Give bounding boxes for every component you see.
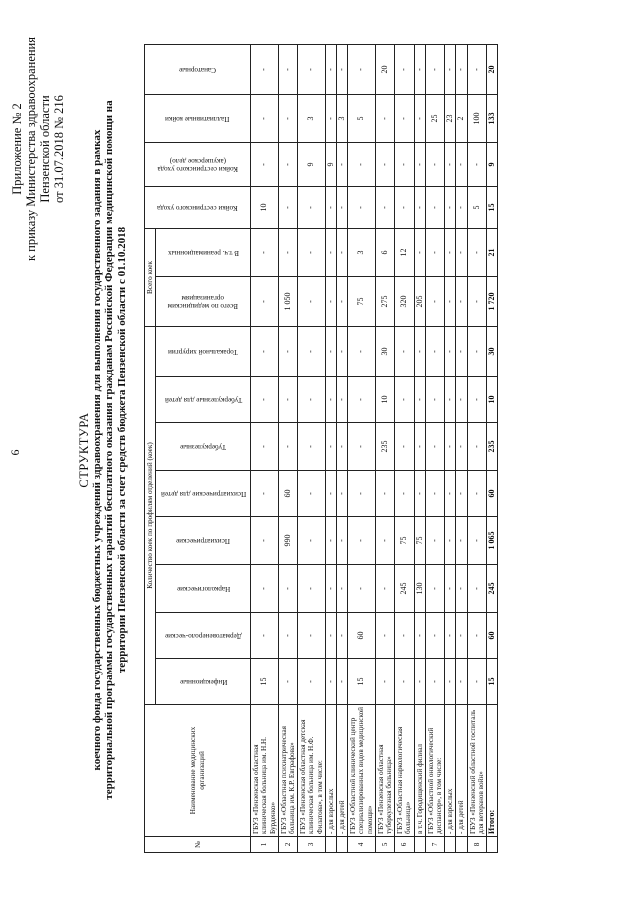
bed-count-cell: - [456, 659, 467, 705]
bed-count-cell: 5 [467, 186, 486, 228]
bed-count-cell: - [414, 228, 425, 276]
bed-count-cell: 2 [456, 94, 467, 142]
bed-count-cell: - [251, 565, 279, 613]
bed-count-cell: - [425, 228, 444, 276]
organization-name: ГБУЗ «Пензенская областная клиническая больница им. Н.Н. Бурденко» [251, 705, 279, 837]
bed-count-cell: - [337, 142, 348, 186]
bed-count-cell: - [298, 277, 326, 327]
organization-name: ГБУЗ «Областной клинический центр специализированных видов медицинской помощи» [348, 705, 376, 837]
bed-count-cell: 23 [445, 94, 456, 142]
bed-count-cell: - [348, 377, 376, 423]
table-row [375, 44, 394, 852]
header-col-9: Всего по медицинским организациям [156, 277, 251, 327]
bed-count-cell: - [414, 613, 425, 659]
bed-count-cell: - [251, 377, 279, 423]
title-main: СТРУКТУРА [77, 412, 91, 488]
row-number [414, 837, 425, 853]
bed-count-cell: - [337, 659, 348, 705]
bed-count-cell: - [445, 471, 456, 517]
bed-count-cell: 275 [375, 277, 394, 327]
bed-count-cell: - [348, 186, 376, 228]
bed-count-cell: 6 [375, 228, 394, 276]
bed-count-cell: - [456, 517, 467, 565]
bed-count-cell: - [298, 228, 326, 276]
organization-name: - для детей [456, 705, 467, 837]
bed-count-cell: - [375, 517, 394, 565]
bed-count-cell: - [395, 471, 414, 517]
appendix-line-1: Приложение № 2 [10, 103, 24, 195]
total-cell: 1 720 [487, 277, 498, 327]
bed-count-cell: - [425, 142, 444, 186]
bed-count-cell: 60 [348, 613, 376, 659]
total-row-number [487, 837, 498, 853]
header-group: Количество коек по профилям отделений (коек) [145, 327, 156, 705]
total-cell: 30 [487, 327, 498, 377]
appendix-line-4: от 31.07.2018 № 216 [52, 95, 66, 203]
bed-count-cell: - [298, 186, 326, 228]
bed-count-cell: 130 [414, 565, 425, 613]
bed-count-cell: - [425, 44, 444, 94]
bed-count-cell: - [337, 327, 348, 377]
organization-name: ГБУЗ «Областной онкологический диспансер», в том числе: [425, 705, 444, 837]
bed-count-cell: - [467, 327, 486, 377]
bed-count-cell: - [348, 44, 376, 94]
document-title [78, 55, 128, 845]
organization-name: ГБУЗ «Пензенская областная детская клиническая больница им. Н.Ф. Филатова», в том числе: [298, 705, 326, 837]
bed-count-cell: - [348, 423, 376, 471]
bed-count-cell: - [414, 659, 425, 705]
bed-count-cell: - [251, 327, 279, 377]
total-cell: 10 [487, 377, 498, 423]
bed-count-cell: 20 [375, 44, 394, 94]
bed-count-cell: - [456, 44, 467, 94]
header-col-1: Инфекционные [156, 659, 251, 705]
table-row [251, 44, 279, 852]
bed-count-cell: - [425, 377, 444, 423]
bed-count-cell: - [337, 228, 348, 276]
bed-count-cell: 10 [251, 186, 279, 228]
bed-count-cell: - [251, 471, 279, 517]
bed-count-cell: - [251, 517, 279, 565]
bed-count-cell: - [445, 44, 456, 94]
bed-count-cell: - [298, 327, 326, 377]
bed-count-cell: - [298, 44, 326, 94]
row-number: 3 [298, 837, 326, 853]
header-col-3: Наркологические [156, 565, 251, 613]
bed-count-cell: - [414, 142, 425, 186]
bed-count-cell: - [251, 228, 279, 276]
bed-count-cell: - [456, 423, 467, 471]
bed-count-cell: 75 [348, 277, 376, 327]
bed-count-cell: - [251, 142, 279, 186]
organization-name: - для детей [337, 705, 348, 837]
header-col-10: В т.ч. реанимационных [156, 228, 251, 276]
table-row [467, 44, 486, 852]
bed-count-cell: - [278, 565, 297, 613]
bed-count-cell: 10 [375, 377, 394, 423]
total-row [487, 44, 498, 852]
bed-count-cell: - [348, 517, 376, 565]
bed-count-cell: 3 [348, 228, 376, 276]
bed-count-cell: - [456, 471, 467, 517]
bed-count-cell: - [325, 565, 336, 613]
bed-count-cell: - [278, 423, 297, 471]
bed-count-cell: - [348, 565, 376, 613]
bed-count-cell: - [337, 517, 348, 565]
bed-count-cell: - [278, 186, 297, 228]
bed-count-cell: - [467, 142, 486, 186]
bed-count-cell: - [445, 659, 456, 705]
bed-count-cell: - [251, 94, 279, 142]
bed-count-cell: - [395, 327, 414, 377]
bed-count-cell: - [298, 517, 326, 565]
bed-structure-table [144, 44, 498, 853]
bed-count-cell: - [337, 471, 348, 517]
table-row [337, 44, 348, 852]
bed-count-cell: - [414, 377, 425, 423]
bed-count-cell: - [337, 186, 348, 228]
organization-name: ГБУЗ «Областная наркологическая больница» [395, 705, 414, 837]
bed-count-cell: - [337, 377, 348, 423]
bed-count-cell: - [251, 613, 279, 659]
total-cell: 60 [487, 471, 498, 517]
bed-count-cell: 30 [375, 327, 394, 377]
bed-count-cell: - [395, 613, 414, 659]
bed-count-cell: - [456, 327, 467, 377]
bed-count-cell: - [425, 517, 444, 565]
bed-count-cell: - [278, 327, 297, 377]
bed-count-cell: 15 [348, 659, 376, 705]
header-name: Наименование медицинских организаций [145, 705, 251, 837]
bed-count-cell: 5 [348, 94, 376, 142]
bed-count-cell: - [425, 565, 444, 613]
header-col-4: Психиатрические [156, 517, 251, 565]
bed-count-cell: - [278, 659, 297, 705]
table-row [456, 44, 467, 852]
bed-count-cell: - [251, 423, 279, 471]
bed-count-cell: - [467, 659, 486, 705]
bed-count-cell: - [425, 471, 444, 517]
bed-count-cell: - [395, 142, 414, 186]
row-number: 8 [467, 837, 486, 853]
header-col-13: Паллиативные койки [145, 94, 251, 142]
bed-count-cell: - [395, 659, 414, 705]
row-number: 6 [395, 837, 414, 853]
row-number: 5 [375, 837, 394, 853]
bed-count-cell: - [375, 94, 394, 142]
bed-count-cell: - [395, 423, 414, 471]
bed-count-cell: - [337, 565, 348, 613]
bed-count-cell: - [456, 613, 467, 659]
organization-name: ГБУЗ «Пензенский областной госпиталь для ветеранов войн» [467, 705, 486, 837]
bed-count-cell: - [445, 186, 456, 228]
bed-count-cell: - [456, 377, 467, 423]
bed-count-cell: 1 050 [278, 277, 297, 327]
row-number [445, 837, 456, 853]
bed-count-cell: - [375, 565, 394, 613]
bed-count-cell: - [414, 327, 425, 377]
bed-count-cell: - [298, 377, 326, 423]
table-row [445, 44, 456, 852]
bed-count-cell: - [278, 94, 297, 142]
title-line-2: территориальной программы государственных гарантий бесплатного оказания гражданам Российской Федерации медицинской помощи на [103, 100, 115, 800]
bed-count-cell: - [348, 327, 376, 377]
bed-count-cell: - [414, 186, 425, 228]
bed-count-cell: - [467, 277, 486, 327]
bed-count-cell: - [325, 44, 336, 94]
bed-count-cell: - [445, 377, 456, 423]
bed-count-cell: - [425, 186, 444, 228]
bed-count-cell: - [278, 44, 297, 94]
total-label: Итого: [487, 705, 498, 837]
header-col-2: Дерматовенероло-ческие [156, 613, 251, 659]
bed-count-cell: - [467, 44, 486, 94]
organization-name: - для взрослых [325, 705, 336, 837]
bed-count-cell: - [445, 423, 456, 471]
bed-count-cell: - [337, 613, 348, 659]
bed-count-cell: - [325, 228, 336, 276]
bed-count-cell: 25 [425, 94, 444, 142]
page-number: 6 [8, 449, 22, 456]
appendix-line-3: Пензенской области [38, 95, 52, 203]
title-line-1: коечного фонда государственных бюджетных учреждений здравоохранения для выполнения государственного задания в рамках [90, 129, 103, 771]
bed-count-cell: 990 [278, 517, 297, 565]
total-cell: 245 [487, 565, 498, 613]
bed-count-cell: - [414, 471, 425, 517]
bed-count-cell: - [414, 44, 425, 94]
bed-count-cell: - [414, 423, 425, 471]
header-col-6: Туберкулезные [156, 423, 251, 471]
appendix-block [10, 34, 66, 264]
bed-count-cell: - [445, 277, 456, 327]
bed-count-cell: - [278, 228, 297, 276]
bed-count-cell: - [348, 471, 376, 517]
bed-count-cell: 9 [298, 142, 326, 186]
header-no: № [145, 837, 251, 853]
bed-count-cell: 75 [414, 517, 425, 565]
table-row [278, 44, 297, 852]
bed-count-cell: - [375, 142, 394, 186]
bed-count-cell: - [467, 471, 486, 517]
bed-count-cell: - [375, 186, 394, 228]
bed-count-cell: - [325, 186, 336, 228]
total-cell: 133 [487, 94, 498, 142]
bed-count-cell: - [395, 186, 414, 228]
appendix-line-2: к приказу Министерства здравоохранения [24, 37, 38, 262]
bed-count-cell: - [456, 565, 467, 613]
total-cell: 15 [487, 659, 498, 705]
bed-count-cell: - [467, 423, 486, 471]
row-number: 7 [425, 837, 444, 853]
bed-count-cell: 320 [395, 277, 414, 327]
row-number: 2 [278, 837, 297, 853]
bed-count-cell: - [325, 659, 336, 705]
bed-count-cell: 205 [414, 277, 425, 327]
bed-count-cell: - [456, 277, 467, 327]
bed-count-cell: - [445, 517, 456, 565]
bed-count-cell: - [425, 423, 444, 471]
bed-count-cell: - [325, 377, 336, 423]
table-row [325, 44, 336, 852]
bed-count-cell: - [325, 471, 336, 517]
bed-count-cell: - [251, 44, 279, 94]
bed-count-cell: - [325, 277, 336, 327]
bed-count-cell: - [425, 613, 444, 659]
bed-count-cell: - [414, 94, 425, 142]
total-cell: 60 [487, 613, 498, 659]
bed-count-cell: - [375, 659, 394, 705]
bed-count-cell: - [298, 565, 326, 613]
bed-count-cell: - [467, 613, 486, 659]
bed-count-cell: - [325, 94, 336, 142]
bed-count-cell: - [395, 44, 414, 94]
bed-count-cell: - [278, 377, 297, 423]
bed-count-cell: - [375, 613, 394, 659]
bed-count-cell: - [456, 228, 467, 276]
bed-count-cell: - [467, 565, 486, 613]
table-row [298, 44, 326, 852]
bed-structure-table-wrap [144, 45, 498, 853]
bed-count-cell: 12 [395, 228, 414, 276]
row-number [325, 837, 336, 853]
bed-count-cell: - [467, 517, 486, 565]
organization-name: ГБУЗ «Пензенская областная туберкулезная больница» [375, 705, 394, 837]
bed-count-cell: - [425, 327, 444, 377]
bed-count-cell: - [278, 142, 297, 186]
header-col-14: Санаторные [145, 44, 251, 94]
bed-count-cell: - [445, 613, 456, 659]
total-cell: 235 [487, 423, 498, 471]
bed-count-cell: - [337, 277, 348, 327]
header-col-11: Койки сестринского ухода [145, 186, 251, 228]
header-col-7: Туберкулезные для детей [156, 377, 251, 423]
title-line-3: территории Пензенской области за счет средств бюджета Пензенской области с 01.10.2018 [115, 226, 128, 674]
bed-count-cell: - [445, 228, 456, 276]
table-row [348, 44, 376, 852]
header-col-8: Торакальной хирургии [156, 327, 251, 377]
bed-count-cell: 235 [375, 423, 394, 471]
bed-count-cell: - [325, 517, 336, 565]
bed-count-cell: 3 [337, 94, 348, 142]
bed-count-cell: - [456, 142, 467, 186]
bed-count-cell: - [298, 471, 326, 517]
organization-name: в т.ч. Городищенский филиал [414, 705, 425, 837]
bed-count-cell: 245 [395, 565, 414, 613]
bed-count-cell: - [395, 94, 414, 142]
organization-name: ГБУЗ «Областная психиатрическая больница им. К.Р. Евграфова» [278, 705, 297, 837]
bed-count-cell: - [325, 613, 336, 659]
bed-count-cell: - [337, 44, 348, 94]
bed-count-cell: - [251, 277, 279, 327]
bed-count-cell: 3 [298, 94, 326, 142]
bed-count-cell: 15 [251, 659, 279, 705]
total-cell: 20 [487, 44, 498, 94]
total-cell: 15 [487, 186, 498, 228]
bed-count-cell: 9 [325, 142, 336, 186]
total-cell: 1 065 [487, 517, 498, 565]
header-col-12: Койки сестринского ухода (акушерское дело) [145, 142, 251, 186]
bed-count-cell: - [456, 186, 467, 228]
bed-count-cell: - [298, 613, 326, 659]
table-body [251, 44, 498, 852]
bed-count-cell: - [467, 377, 486, 423]
bed-count-cell: - [467, 228, 486, 276]
bed-count-cell: - [425, 659, 444, 705]
bed-count-cell: 100 [467, 94, 486, 142]
organization-name: - для взрослых [445, 705, 456, 837]
table-row [425, 44, 444, 852]
total-cell: 9 [487, 142, 498, 186]
bed-count-cell: 60 [278, 471, 297, 517]
bed-count-cell: - [425, 277, 444, 327]
row-number: 1 [251, 837, 279, 853]
bed-count-cell: - [375, 471, 394, 517]
bed-count-cell: - [298, 659, 326, 705]
bed-count-cell: - [395, 377, 414, 423]
row-number: 4 [348, 837, 376, 853]
bed-count-cell: - [445, 565, 456, 613]
bed-count-cell: - [278, 613, 297, 659]
row-number [337, 837, 348, 853]
table-row [395, 44, 414, 852]
header-col-5: Психиатрические для детей [156, 471, 251, 517]
row-number [456, 837, 467, 853]
bed-count-cell: - [348, 142, 376, 186]
bed-count-cell: - [337, 423, 348, 471]
bed-count-cell: - [445, 327, 456, 377]
table-row [414, 44, 425, 852]
bed-count-cell: - [445, 142, 456, 186]
bed-count-cell: - [298, 423, 326, 471]
bed-count-cell: - [325, 423, 336, 471]
bed-count-cell: - [325, 327, 336, 377]
header-total-group: Всего коек [145, 228, 156, 326]
bed-count-cell: 75 [395, 517, 414, 565]
total-cell: 21 [487, 228, 498, 276]
